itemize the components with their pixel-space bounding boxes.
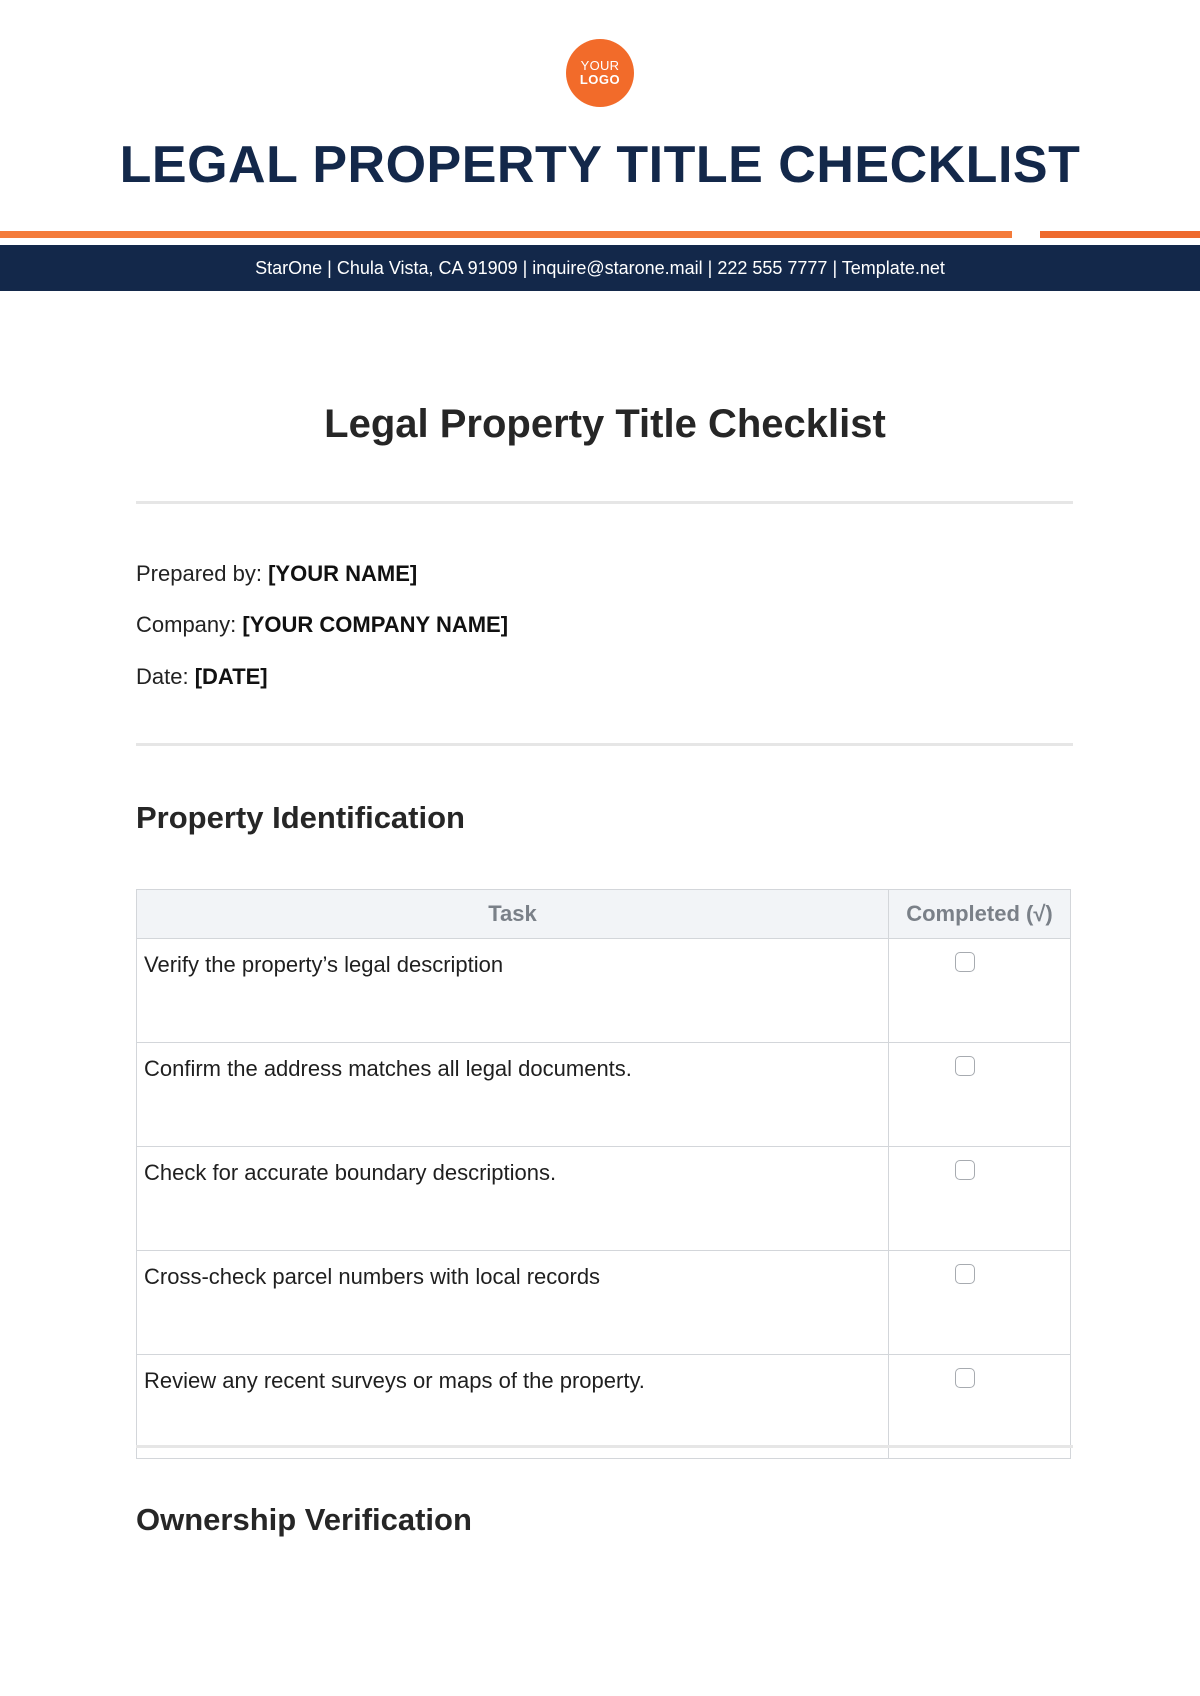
logo-text-line1: YOUR (580, 58, 620, 73)
task-cell: Check for accurate boundary descriptions. (137, 1147, 889, 1251)
completed-cell (889, 939, 1071, 1043)
company-logo (566, 39, 634, 107)
section-title-ownership-verification: Ownership Verification (136, 1502, 472, 1537)
company (136, 612, 508, 638)
prepared-by (136, 561, 417, 587)
prepared-by-value: [YOUR NAME] (268, 561, 418, 586)
table-row (137, 1043, 1071, 1147)
task-cell: Cross-check parcel numbers with local records (137, 1251, 889, 1355)
document-title: Legal Property Title Checklist (324, 402, 886, 446)
completed-checkbox[interactable] (955, 1264, 975, 1284)
divider (136, 501, 1073, 504)
company-label: Company: (136, 612, 237, 637)
table-row (137, 1251, 1071, 1355)
completed-checkbox[interactable] (955, 1056, 975, 1076)
date-value: [DATE] (194, 664, 268, 689)
task-cell: Verify the property’s legal description (137, 939, 889, 1043)
task-cell: Review any recent surveys or maps of the property. (137, 1355, 889, 1459)
company-value: [YOUR COMPANY NAME] (242, 612, 509, 637)
completed-checkbox[interactable] (955, 952, 975, 972)
divider (136, 743, 1073, 746)
completed-cell (889, 1355, 1071, 1459)
completed-checkbox[interactable] (955, 1368, 975, 1388)
column-header-task: Task (137, 890, 889, 939)
section-title-property-identification: Property Identification (136, 800, 465, 835)
date (136, 664, 268, 690)
table-row (137, 1147, 1071, 1251)
contact-info: StarOne | Chula Vista, CA 91909 | inquire@starone.mail | 222 555 7777 | Template.net (255, 257, 945, 278)
task-cell: Confirm the address matches all legal documents. (137, 1043, 889, 1147)
table-header-row (137, 890, 1071, 939)
divider (136, 1445, 1073, 1448)
property-identification-table (136, 889, 1071, 1459)
completed-checkbox[interactable] (955, 1160, 975, 1180)
accent-divider-left (0, 231, 1012, 238)
contact-bar (0, 245, 1200, 291)
date-label: Date: (136, 664, 189, 689)
completed-cell (889, 1043, 1071, 1147)
completed-cell (889, 1147, 1071, 1251)
accent-divider-right (1040, 231, 1200, 238)
logo-text-line2: LOGO (579, 72, 621, 87)
page-header-title: LEGAL PROPERTY TITLE CHECKLIST (119, 136, 1081, 194)
table-row (137, 1355, 1071, 1459)
prepared-by-label: Prepared by: (136, 561, 262, 586)
column-header-completed: Completed (√) (889, 890, 1071, 939)
table-row (137, 939, 1071, 1043)
completed-cell (889, 1251, 1071, 1355)
